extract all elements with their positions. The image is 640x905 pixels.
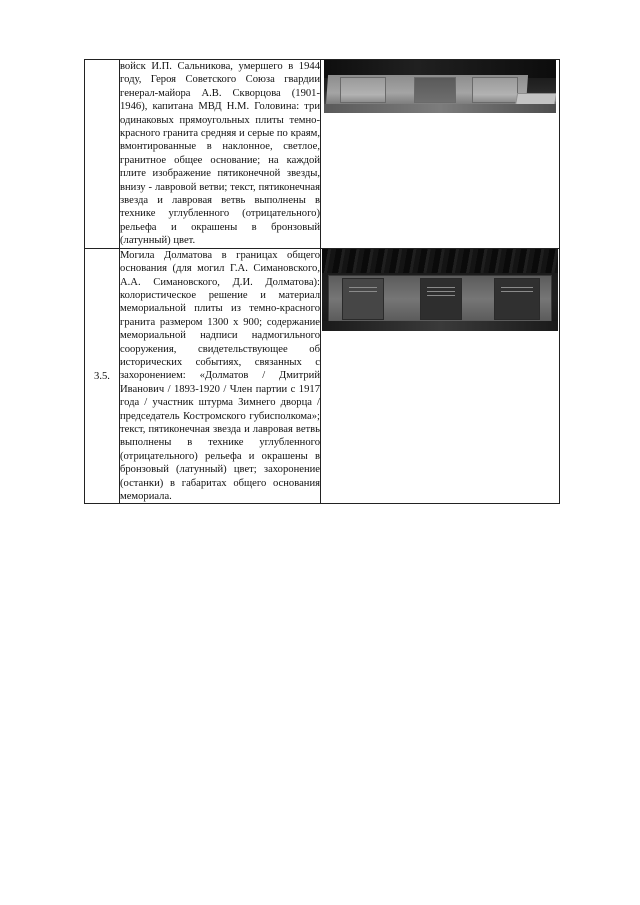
photo-plate [472,77,518,103]
description-cell [120,60,321,249]
description-cell [120,248,321,504]
monument-table [84,59,560,504]
photo-plate [494,278,540,320]
photo-cell [321,60,560,249]
row-number-cell: 3.5. [85,248,120,504]
photo-ground [324,104,556,113]
photo-foliage [322,249,558,273]
row-description: Могила Долматова в границах общего основания (для могил Г.А. Симановского, А.А. Симановского, Д.И. Долматова): колористическое решение и материал мемориальной плиты из темно-красного гранита размером 1300 х 900; содержание мемориальной надписи надмогильного сооружения, свидетельствующее об исторических событиях, связанных с захоронением: «Долматов / Дмитрий Иванович / 1893-1920 / Член партии с 1917 года / участник штурма Зимнего дворца / председатель Костромского губисполкома»; текст, пятиконечная звезда и лавровая ветвь выполнены в технике углубленного (отрицательного) рельефа и окрашены в бронзовый (латунный) цвет; захоронение (останки) в габаритах общего основания мемориала. [120,249,320,502]
photo-cell [321,248,560,504]
photo-plate [414,77,456,103]
row-description: войск И.П. Сальникова, умершего в 1944 году, Героя Советского Союза гвардии генерал-майора А.В. Скворцова (1901-1946), капитана МВД Н.М. Головина: три одинаковых прямоугольных плиты темно-красного гранита средняя и серые по краям, вмонтированные в наклонное, светлое, гранитное общее основание; на каждой плите изображение пятиконечной звезды, внизу - лавровой ветви; текст, пятиконечная звезда и лавровая ветвь выполнены в технике углубленного (отрицательного) рельефа и окрашены в бронзовый (латунный) цвет. [120,61,320,247]
photo-plate [420,278,462,320]
table-row [85,60,560,249]
photo-edge [322,321,558,331]
memorial-photo-salnikov [324,60,556,113]
photo-plate [340,77,386,103]
row-number-cell [85,60,120,249]
photo-plate [342,278,384,320]
memorial-photo-dolmatov [322,249,558,331]
table-row [85,248,560,504]
